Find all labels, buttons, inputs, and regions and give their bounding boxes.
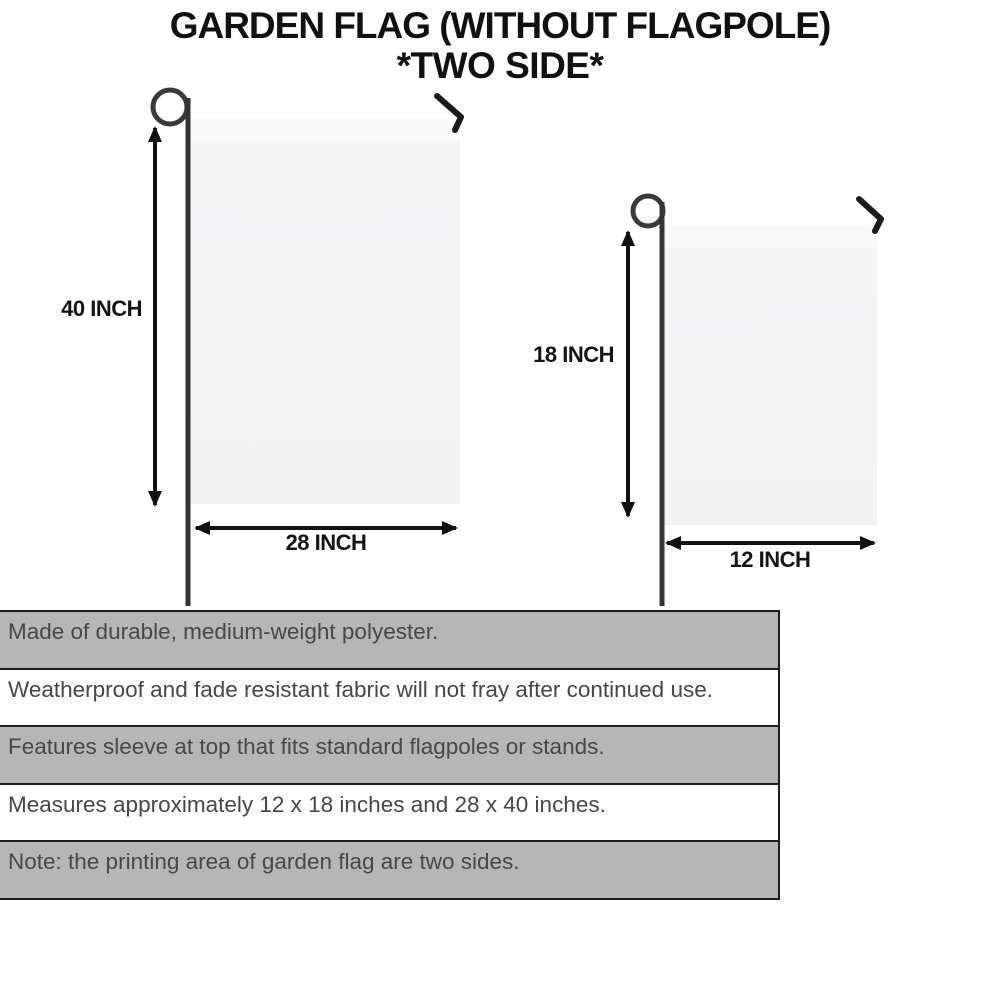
feature-row-measurements: Measures approximately 12 x 18 inches and 28 x 40 inches. xyxy=(0,785,778,843)
large-flag-canvas xyxy=(190,118,460,504)
feature-row-material: Made of durable, medium-weight polyester. xyxy=(0,612,778,670)
page-title-line1: GARDEN FLAG (WITHOUT FLAGPOLE) xyxy=(169,5,831,46)
large-flag-height-label: 40 INCH xyxy=(61,296,142,321)
large-flag-width-label: 28 INCH xyxy=(285,530,367,555)
small-flag-width-label: 12 INCH xyxy=(729,547,811,572)
page-title xyxy=(0,5,1000,86)
small-flag-canvas xyxy=(664,225,877,525)
large-flag-pole-loop xyxy=(153,90,187,124)
feature-row-sleeve: Features sleeve at top that fits standard flagpoles or stands. xyxy=(0,727,778,785)
small-flag-height-label: 18 INCH xyxy=(533,342,614,367)
feature-row-note: Note: the printing area of garden flag are two sides. xyxy=(0,842,778,898)
feature-list xyxy=(0,610,780,900)
feature-row-weatherproof: Weatherproof and fade resistant fabric will not fray after continued use. xyxy=(0,670,778,728)
page-title-line2: *TWO SIDE* xyxy=(396,45,604,86)
small-flag-pole-loop xyxy=(633,196,663,226)
